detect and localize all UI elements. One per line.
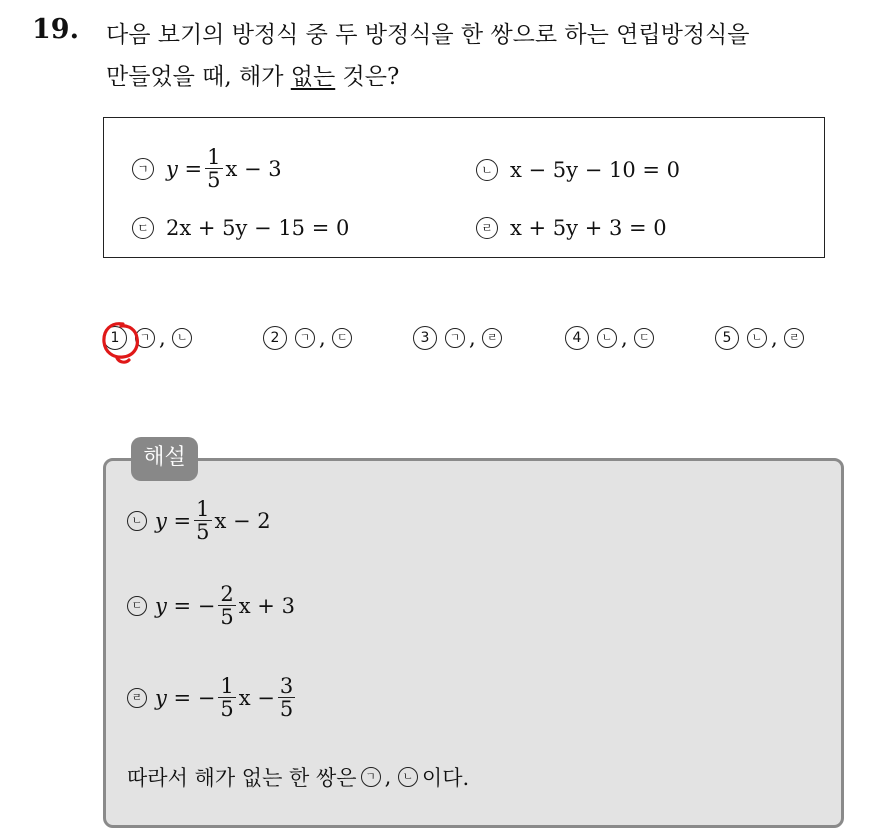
sol1-numerator: 1	[196, 497, 210, 521]
solution-conclusion: 따라서 해가 없는 한 쌍은 ㄱ , ㄴ 이다.	[127, 762, 469, 792]
choice-1[interactable]: 1 ㄱ , ㄴ	[103, 326, 196, 350]
eq3-text: 2x + 5y − 15 = 0	[166, 216, 350, 240]
sol3-numerator-2: 3	[279, 674, 294, 698]
question-line-1: 다음 보기의 방정식 중 두 방정식을 한 쌍으로 하는 연립방정식을	[106, 22, 750, 48]
solution-line-1	[127, 498, 271, 543]
question-number: 19.	[32, 14, 79, 45]
sol2-mark-icon: ㄷ	[127, 596, 147, 616]
eq4-text: x + 5y + 3 = 0	[510, 216, 667, 240]
choice-2-mark-a: ㄱ	[295, 328, 315, 348]
sol1-rest: x − 2	[214, 508, 271, 533]
sol2-denominator: 5	[220, 605, 234, 630]
sol1-mark-icon: ㄴ	[127, 511, 147, 531]
choice-2-mark-b: ㄷ	[332, 328, 352, 348]
sol2-numerator: 2	[220, 582, 234, 606]
sol3-numerator-1: 1	[220, 674, 234, 698]
choice-5-mark-a: ㄴ	[747, 328, 767, 348]
choice-4[interactable]: 4 ㄴ , ㄷ	[565, 326, 658, 350]
sol3-mark-icon: ㄹ	[127, 688, 147, 708]
solution-line-2	[127, 583, 295, 628]
choice-4-number: 4	[565, 326, 589, 350]
question-line-2-before: 만들었을 때, 해가	[106, 64, 291, 90]
choice-2[interactable]: 2 ㄱ , ㄷ	[263, 326, 356, 350]
choice-1-number: 1	[103, 326, 127, 350]
conclusion-mark-a-icon: ㄱ	[361, 767, 381, 787]
sol2-lhs: y = −	[155, 593, 216, 618]
sol3-fraction-2	[278, 675, 295, 720]
equation-1	[132, 146, 282, 191]
choice-4-mark-a: ㄴ	[597, 328, 617, 348]
conclusion-before: 따라서 해가 없는 한 쌍은	[127, 766, 357, 790]
sol3-denominator-1: 5	[220, 697, 234, 722]
sol2-fraction	[218, 583, 235, 628]
sol2-rest: x + 3	[238, 593, 295, 618]
equation-4	[476, 216, 667, 240]
eq1-denominator: 5	[207, 168, 221, 193]
eq2-text: x − 5y − 10 = 0	[510, 158, 680, 182]
mark-rieul-icon: ㄹ	[476, 217, 498, 239]
sol3-fraction-1	[218, 675, 235, 720]
sol3-mid: x −	[238, 685, 275, 710]
choice-4-mark-b: ㄷ	[634, 328, 654, 348]
choice-5-number: 5	[715, 326, 739, 350]
sol3-lhs: y = −	[155, 685, 216, 710]
red-circle-mark-icon	[99, 318, 143, 364]
question-line-2-after: 것은?	[335, 64, 400, 90]
question-underlined-word: 없는	[290, 64, 336, 90]
choice-3-number: 3	[413, 326, 437, 350]
choice-3[interactable]: 3 ㄱ , ㄹ	[413, 326, 506, 350]
eq1-numerator: 1	[207, 145, 221, 169]
choice-2-number: 2	[263, 326, 287, 350]
choice-1-mark-b: ㄴ	[172, 328, 192, 348]
conclusion-after: 이다.	[421, 766, 470, 790]
equation-2	[476, 158, 680, 182]
sol1-fraction	[194, 498, 211, 543]
sol1-lhs: y =	[155, 508, 192, 533]
eq1-lhs: y =	[166, 156, 203, 181]
sol3-denominator-2: 5	[279, 697, 294, 722]
choice-3-mark-b: ㄹ	[482, 328, 502, 348]
choice-3-mark-a: ㄱ	[445, 328, 465, 348]
question-line-2	[106, 58, 399, 91]
equation-3	[132, 216, 349, 240]
sol1-denominator: 5	[196, 520, 210, 545]
eq1-rest: x − 3	[225, 156, 282, 181]
mark-giyeok-icon: ㄱ	[132, 158, 154, 180]
choice-1-mark-a: ㄱ	[135, 328, 155, 348]
conclusion-mark-b-icon: ㄴ	[398, 767, 418, 787]
mark-digeut-icon: ㄷ	[132, 217, 154, 239]
mark-nieun-icon: ㄴ	[476, 159, 498, 181]
solution-line-3	[127, 675, 298, 720]
choice-5[interactable]: 5 ㄴ , ㄹ	[715, 326, 808, 350]
eq1-fraction	[205, 146, 222, 191]
solution-tag: 해설	[131, 437, 198, 481]
choice-5-mark-b: ㄹ	[784, 328, 804, 348]
